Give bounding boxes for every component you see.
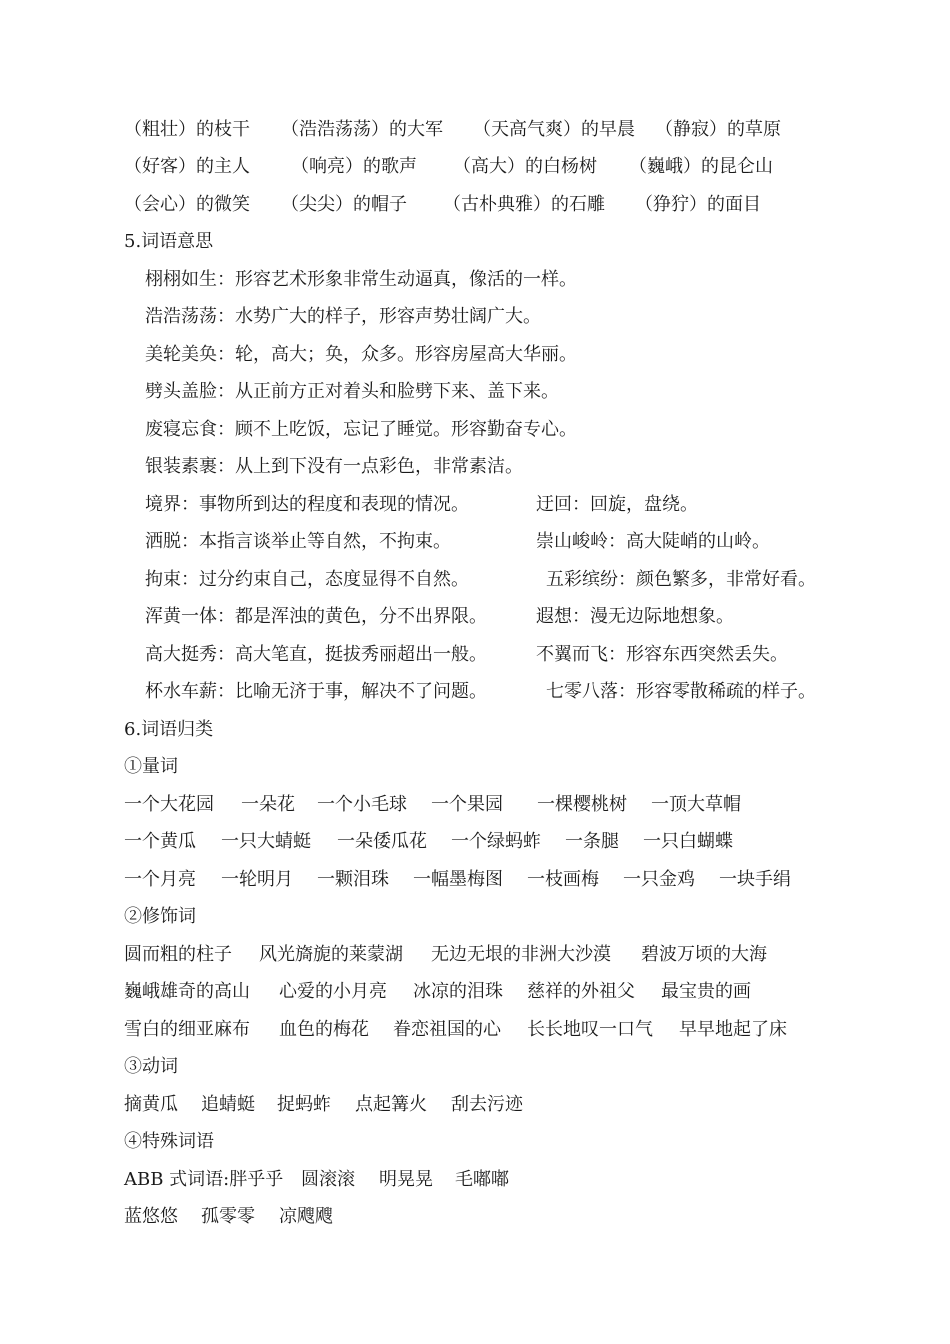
word: 眷恋祖国的心 <box>393 1019 501 1040</box>
word: 一个大花园 <box>124 794 214 815</box>
word: 一块手绢 <box>719 869 791 890</box>
definition-right: 崇山峻岭：高大陡峭的山岭。 <box>536 531 770 552</box>
word: 明晃晃 <box>379 1169 433 1190</box>
definition: 浩浩荡荡：水势广大的样子，形容声势壮阔广大。 <box>145 306 541 327</box>
word: 一朵花 <box>241 794 295 815</box>
adj-phrase: （高大）的白杨树 <box>453 156 597 177</box>
definition-right: 五彩缤纷：颜色繁多，非常好看。 <box>546 569 816 590</box>
adj-phrase: （静寂）的草原 <box>655 119 781 140</box>
word: ABB 式词语:胖乎乎 <box>124 1169 284 1190</box>
quantifier-heading: ①量词 <box>124 756 178 777</box>
adj-phrase: （好客）的主人 <box>124 156 250 177</box>
word: 一棵樱桃树 <box>537 794 627 815</box>
word: 圆滚滚 <box>301 1169 355 1190</box>
adj-phrase: （天高气爽）的早晨 <box>473 119 635 140</box>
word: 一朵倭瓜花 <box>337 831 427 852</box>
word: 血色的梅花 <box>279 1019 369 1040</box>
adj-phrase: （会心）的微笑 <box>124 194 250 215</box>
verb-heading: ③动词 <box>124 1056 178 1077</box>
word: 一幅墨梅图 <box>413 869 503 890</box>
definition: 银装素裹：从上到下没有一点彩色，非常素洁。 <box>145 456 523 477</box>
definition-left: 高大挺秀：高大笔直，挺拔秀丽超出一般。 <box>145 644 487 665</box>
special-heading: ④特殊词语 <box>124 1131 214 1152</box>
word: 刮去污迹 <box>451 1094 523 1115</box>
adj-phrase: （尖尖）的帽子 <box>281 194 407 215</box>
word: 追蜻蜓 <box>201 1094 255 1115</box>
word: 点起篝火 <box>355 1094 427 1115</box>
word: 一枝画梅 <box>527 869 599 890</box>
word: 一只白蝴蝶 <box>643 831 733 852</box>
word: 长长地叹一口气 <box>527 1019 653 1040</box>
definition-left: 洒脱：本指言谈举止等自然，不拘束。 <box>145 531 451 552</box>
word: 一个绿蚂蚱 <box>451 831 541 852</box>
definition-right: 七零八落：形容零散稀疏的样子。 <box>546 681 816 702</box>
word: 孤零零 <box>201 1206 255 1227</box>
adj-phrase: （粗壮）的枝干 <box>124 119 250 140</box>
word: 一个月亮 <box>124 869 196 890</box>
definition-right: 迂回：回旋，盘绕。 <box>536 494 698 515</box>
word: 心爱的小月亮 <box>279 981 387 1002</box>
word: 风光旖旎的莱蒙湖 <box>259 944 403 965</box>
definition-right: 遐想：漫无边际地想象。 <box>536 606 734 627</box>
word: 早早地起了床 <box>679 1019 787 1040</box>
adj-phrase: （狰狞）的面目 <box>635 194 761 215</box>
definition-right: 不翼而飞：形容东西突然丢失。 <box>536 644 788 665</box>
definition-left: 拘束：过分约束自己，态度显得不自然。 <box>145 569 469 590</box>
word: 一只大蜻蜓 <box>221 831 311 852</box>
word: 摘黄瓜 <box>124 1094 178 1115</box>
modifier-heading: ②修饰词 <box>124 906 196 927</box>
word: 无边无垠的非洲大沙漠 <box>431 944 611 965</box>
word: 最宝贵的画 <box>661 981 751 1002</box>
adj-phrase: （响亮）的歌声 <box>291 156 417 177</box>
word: 一个果园 <box>431 794 503 815</box>
definition: 劈头盖脸：从正前方正对着头和脸劈下来、盖下来。 <box>145 381 559 402</box>
word: 巍峨雄奇的高山 <box>124 981 250 1002</box>
word: 雪白的细亚麻布 <box>124 1019 250 1040</box>
word: 一轮明月 <box>221 869 293 890</box>
word: 慈祥的外祖父 <box>527 981 635 1002</box>
word: 一个小毛球 <box>317 794 407 815</box>
adj-phrase: （浩浩荡荡）的大军 <box>281 119 443 140</box>
word: 凉飕飕 <box>279 1206 333 1227</box>
word: 一条腿 <box>565 831 619 852</box>
word: 一顶大草帽 <box>651 794 741 815</box>
word: 圆而粗的柱子 <box>124 944 232 965</box>
definition: 栩栩如生：形容艺术形象非常生动逼真，像活的一样。 <box>145 269 577 290</box>
definition-left: 境界：事物所到达的程度和表现的情况。 <box>145 494 469 515</box>
definition-left: 杯水车薪：比喻无济于事，解决不了问题。 <box>145 681 487 702</box>
word: 一只金鸡 <box>623 869 695 890</box>
section-6-heading: 6.词语归类 <box>124 719 214 740</box>
word: 蓝悠悠 <box>124 1206 178 1227</box>
word: 一个黄瓜 <box>124 831 196 852</box>
word: 碧波万顷的大海 <box>641 944 767 965</box>
definition: 废寝忘食：顾不上吃饭，忘记了睡觉。形容勤奋专心。 <box>145 419 577 440</box>
definition-left: 浑黄一体：都是浑浊的黄色，分不出界限。 <box>145 606 487 627</box>
word: 一颗泪珠 <box>317 869 389 890</box>
adj-phrase: （巍峨）的昆仑山 <box>629 156 773 177</box>
word: 毛嘟嘟 <box>455 1169 509 1190</box>
word: 冰凉的泪珠 <box>413 981 503 1002</box>
adj-phrase: （古朴典雅）的石雕 <box>443 194 605 215</box>
word: 捉蚂蚱 <box>277 1094 331 1115</box>
definition: 美轮美奂：轮，高大；奂，众多。形容房屋高大华丽。 <box>145 344 577 365</box>
section-5-heading: 5.词语意思 <box>124 231 214 252</box>
